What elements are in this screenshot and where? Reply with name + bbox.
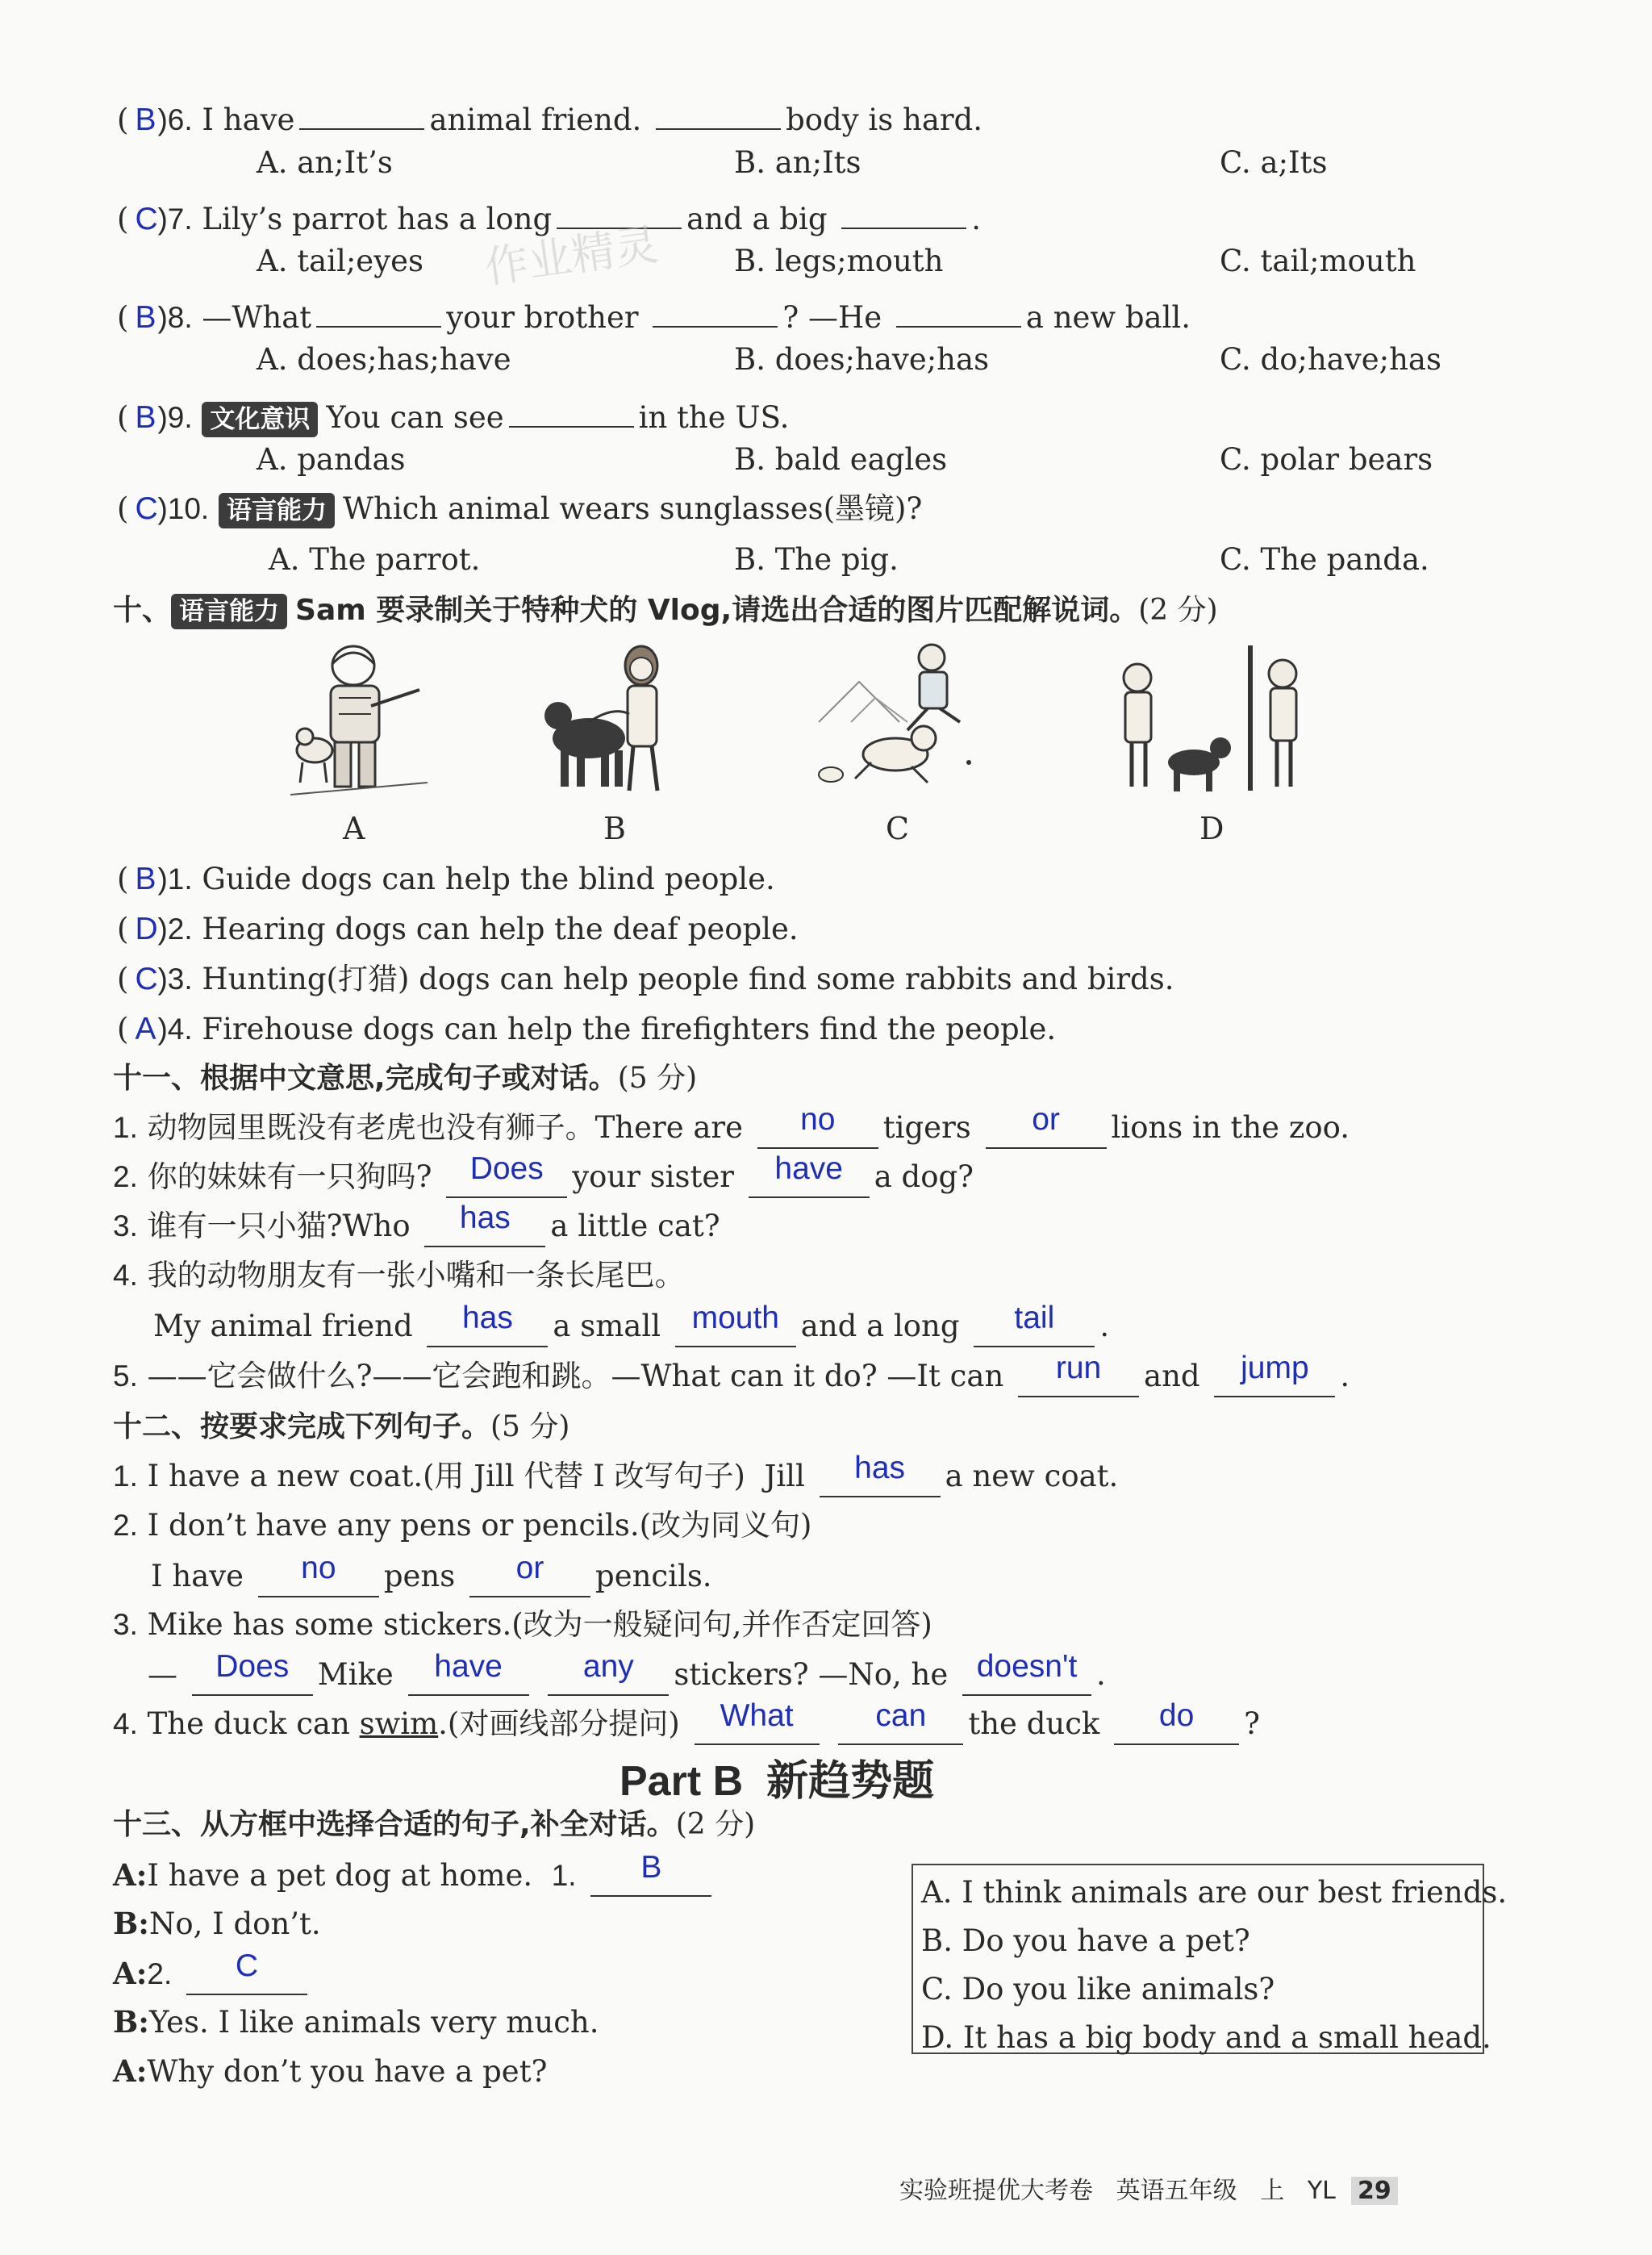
sec12-sentence-1: 1. I have a new coat.(用 Jill 代替 I 改写句子) Jill has a new coat.: [113, 1457, 1118, 1497]
question-8: ( B)8. —What your brother ? —He a new ball.: [117, 290, 1191, 337]
hearing-dog-picture: [1105, 641, 1315, 799]
part-b-title: Part B 新趋势题: [620, 1757, 935, 1806]
option-a: A. I think animals are our best friends.: [921, 1875, 1508, 1910]
sec12-sentence-3-answer: — Does Mike have any stickers? —No, he doesn't .: [148, 1656, 1106, 1696]
hunting-dog-picture: [811, 641, 980, 799]
page-number: 29: [1351, 2177, 1398, 2205]
option-c: C. do;have;has: [1220, 342, 1441, 377]
section-10-heading: 十、 语言能力 Sam 要录制关于特种犬的 Vlog,请选出合适的图片匹配解说词。(2 分): [113, 591, 1218, 630]
option-a: A. an;It’s: [257, 145, 393, 180]
option-a: A. pandas: [257, 442, 406, 477]
option-a: A. tail;eyes: [257, 244, 423, 278]
section-13-heading: 十三、从方框中选择合适的句子,补全对话。(2 分): [113, 1808, 756, 1841]
question-6: ( B)6. I have animal friend. body is hard.: [117, 93, 982, 140]
sec11-sentence-1: 1. 动物园里既没有老虎也没有狮子。There are no tigers or lions in the zoo.: [113, 1109, 1350, 1149]
watermark: 作业精灵: [482, 219, 661, 294]
options-box: [912, 1864, 1508, 2055]
picture-label-d: D: [1199, 811, 1224, 846]
dialogue-line-5: A:Why don’t you have a pet?: [113, 2053, 548, 2089]
firefighter-dog-picture: [290, 641, 428, 799]
dialogue-line-4: B:Yes. I like animals very much.: [113, 2004, 599, 2040]
matching-item-1: ( B)1. Guide dogs can help the blind people.: [117, 862, 775, 896]
option-b: B. an;Its: [734, 145, 861, 180]
sec12-sentence-4: 4. The duck can swim.(对画线部分提问) What can the duck do ?: [113, 1705, 1260, 1745]
dialogue-line-3: A:2. C: [113, 1954, 312, 1995]
option-c: C. Do you like animals?: [921, 1972, 1275, 2007]
sec11-sentence-4-cn: 4. 我的动物朋友有一张小嘴和一条长尾巴。: [113, 1258, 685, 1292]
sec12-sentence-2-answer: I have no pens or pencils.: [151, 1557, 712, 1597]
option-c: C. tail;mouth: [1220, 244, 1416, 278]
dialogue-line-1: A:I have a pet dog at home. 1. B: [113, 1856, 716, 1897]
culture-tag: 文化意识: [202, 402, 318, 437]
language-tag: 语言能力: [219, 493, 335, 528]
picture-label-a: A: [343, 811, 365, 846]
option-c: C. a;Its: [1220, 145, 1328, 180]
matching-item-4: ( A)4. Firehouse dogs can help the firefighters find the people.: [117, 1012, 1057, 1046]
section-12-heading: 十二、按要求完成下列句子。(5 分): [113, 1410, 570, 1443]
option-a: A. does;has;have: [257, 342, 511, 377]
guide-dog-picture: [540, 641, 686, 799]
answer-slot: B: [135, 102, 156, 137]
option-c: C. The panda.: [1220, 542, 1429, 577]
option-b: B. does;have;has: [734, 342, 990, 377]
sec11-sentence-2: 2. 你的妹妹有一只狗吗? Does your sister have a dog?: [113, 1158, 974, 1198]
sec11-sentence-5: 5. ——它会做什么?——它会跑和跳。—What can it do? —It can run and jump .: [113, 1357, 1350, 1397]
picture-label-c: C: [886, 811, 910, 846]
option-b: B. The pig.: [734, 542, 899, 577]
option-c: C. polar bears: [1220, 442, 1433, 477]
sec11-sentence-4-en: My animal friend has a small mouth and a long tail .: [153, 1307, 1109, 1347]
matching-item-2: ( D)2. Hearing dogs can help the deaf people.: [117, 912, 799, 946]
option-b: B. Do you have a pet?: [921, 1923, 1250, 1958]
page-footer: 实验班提优大考卷 英语五年级 上 YL 29: [899, 2170, 1398, 2206]
option-a: A. The parrot.: [269, 542, 481, 577]
option-b: B. bald eagles: [734, 442, 948, 477]
question-7: ( C)7. Lily’s parrot has a long and a big .: [117, 192, 981, 239]
option-d: D. It has a big body and a small head.: [921, 2020, 1491, 2055]
option-b: B. legs;mouth: [734, 244, 944, 278]
question-10: ( C)10. 语言能力 Which animal wears sunglasses(墨镜)?: [117, 490, 922, 528]
sec12-sentence-2-prompt: 2. I don’t have any pens or pencils.(改为同义句): [113, 1508, 812, 1543]
sec11-sentence-3: 3. 谁有一只小猫?Who has a little cat?: [113, 1207, 720, 1247]
sec12-sentence-3-prompt: 3. Mike has some stickers.(改为一般疑问句,并作否定回答): [113, 1607, 932, 1642]
question-9: ( B)9. 文化意识 You can see in the US.: [117, 390, 789, 437]
matching-item-3: ( C)3. Hunting(打猎) dogs can help people find some rabbits and birds.: [117, 962, 1174, 996]
dialogue-line-2: B:No, I don’t.: [113, 1906, 321, 1941]
picture-label-b: B: [603, 811, 626, 846]
section-11-heading: 十一、根据中文意思,完成句子或对话。(5 分): [113, 1062, 698, 1095]
